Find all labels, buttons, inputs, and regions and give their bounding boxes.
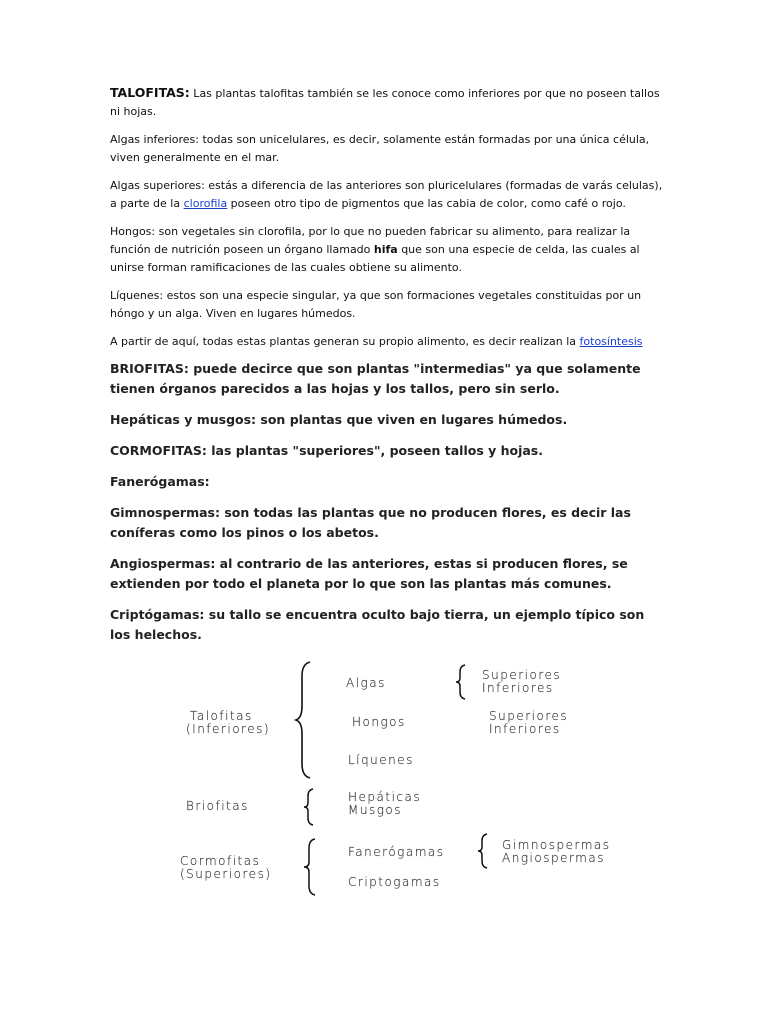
paragraph-angiospermas: Angiospermas: al contrario de las anteriores, estas si producen flores, se extienden por todo el planeta por lo que son las plantas más comunes. [110, 556, 628, 591]
document-body [110, 84, 665, 656]
diagram-algas: Algas [346, 676, 386, 690]
paragraph-fanerogamas: Fanerógamas: [110, 474, 210, 489]
algas-superiores-text-start: Algas superiores: estás a diferencia de las anteriores son pluricelulares (formadas de varás celulas), a parte de la [110, 179, 663, 210]
paragraph-briofitas [110, 359, 665, 399]
diagram-algas-superiores: Superiores [482, 668, 562, 682]
paragraph-algas-inferiores: Algas inferiores: todas son unicelulares, es decir, solamente están formadas por una única célula, viven generalmente en el mar. [110, 133, 650, 164]
heading-briofitas: BRIOFITAS: [110, 361, 189, 376]
talofitas-brace [294, 660, 314, 780]
paragraph-gimnospermas: Gimnospermas: son todas las plantas que no producen flores, es decir las coníferas como los pinos o los abetos. [110, 505, 631, 540]
diagram-angiospermas: Angiospermas [502, 851, 605, 865]
paragraph-talofitas [110, 84, 665, 121]
briofitas-brace [302, 788, 316, 826]
hifa-term: hifa [373, 243, 398, 256]
diagram-hongos: Hongos [352, 715, 406, 729]
briofitas-text: puede decirce que son plantas "intermedias" ya que solamente tienen órganos parecidos a las hojas y los tallos, pero sin serlo. [110, 361, 641, 396]
talofitas-text: Las plantas talofitas también se les conoce como inferiores por que no poseen tallos ni hojas. [110, 87, 660, 118]
fotosintesis-text: A partir de aquí, todas estas plantas generan su propio alimento, es decir realizan la [110, 335, 580, 348]
paragraph-fotosintesis [110, 333, 665, 351]
algas-brace [454, 664, 468, 700]
fanerogamas-brace [476, 833, 490, 869]
paragraph-liquenes: Líquenes: estos son una especie singular, ya que son formaciones vegetales constituidas por un hóngo y un alga. Viven en lugares húmedos. [110, 289, 642, 320]
heading-cormofitas: CORMOFITAS: [110, 443, 207, 458]
diagram-hongos-inferiores: Inferiores [489, 722, 561, 736]
heading-talofitas: TALOFITAS: [110, 85, 190, 100]
paragraph-hongos [110, 223, 665, 277]
fotosintesis-link[interactable]: fotosíntesis [579, 335, 643, 348]
paragraph-algas-superiores [110, 177, 665, 213]
diagram-hepaticas: Hepáticas [348, 790, 422, 804]
diagram-liquenes: Líquenes [348, 753, 414, 767]
diagram-algas-inferiores: Inferiores [482, 681, 554, 695]
diagram-cormofitas: Cormofitas [180, 854, 261, 868]
hongos-text-start: Hongos: son vegetales sin clorofila, por lo que no pueden fabricar su alimento, para realizar la función de nutrición poseen un órgano llamado [110, 225, 631, 256]
cormofitas-brace [302, 838, 318, 896]
diagram-talofitas-inferiores: (Inferiores) [186, 722, 271, 736]
algas-superiores-text-end: poseen otro tipo de pigmentos que las cabia de color, como café o rojo. [227, 197, 626, 210]
paragraph-criptogamas: Criptógamas: su tallo se encuentra oculto bajo tierra, un ejemplo típico son los helechos. [110, 607, 645, 642]
diagram-talofitas: Talofitas [190, 709, 253, 723]
diagram-hongos-superiores: Superiores [489, 709, 569, 723]
diagram-criptogamas: Criptogamas [348, 875, 441, 889]
diagram-briofitas: Briofitas [186, 799, 249, 813]
cormofitas-text: las plantas "superiores", poseen tallos y hojas. [206, 443, 543, 458]
diagram-cormofitas-superiores: (Superiores) [180, 867, 272, 881]
diagram-gimnospermas: Gimnospermas [502, 838, 611, 852]
clorofila-link[interactable]: clorofila [183, 197, 228, 210]
hongos-text-end: que son una especie de celda, las cuales al unirse forman ramificaciones de las cuales obtiene su alimento. [110, 243, 640, 274]
diagram-musgos: Musgos [348, 803, 403, 817]
diagram-fanerogamas: Fanerógamas [348, 845, 445, 859]
paragraph-hepaticas: Hepáticas y musgos: son plantas que viven en lugares húmedos. [110, 412, 568, 427]
paragraph-cormofitas [110, 441, 665, 461]
